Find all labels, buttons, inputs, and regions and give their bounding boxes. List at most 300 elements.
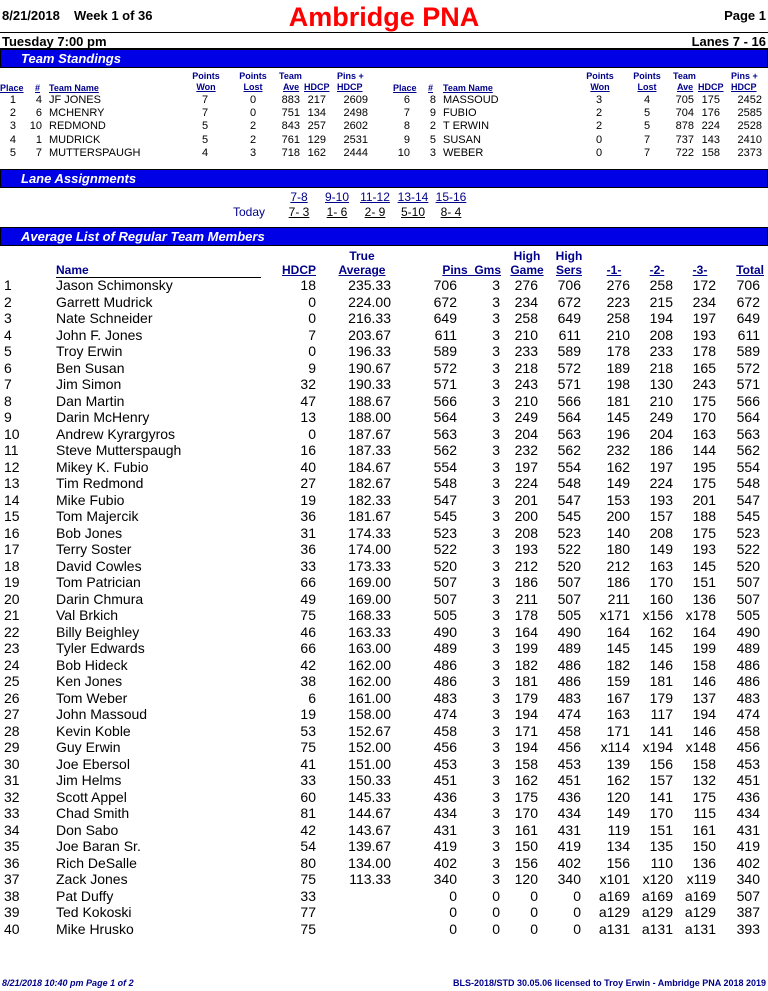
bowler-tot: 564 [736, 409, 760, 425]
col-place-right: Place [393, 83, 417, 93]
standings-won: 7 [201, 94, 209, 106]
bowler-gms: 3 [492, 805, 500, 821]
bowler-hs: 456 [557, 739, 581, 755]
bowler-hs: 522 [557, 541, 581, 557]
bowler-avg: 151.00 [348, 755, 391, 772]
bowler-name: Mike Hrusko [56, 920, 134, 937]
bowler-tot: 486 [736, 673, 760, 689]
standings-won: 3 [595, 94, 603, 106]
bowler-g3: 199 [692, 640, 716, 656]
bowler-name: Tom Patrician [56, 574, 141, 590]
bowler-avg: 203.67 [348, 326, 391, 343]
bowler-row [0, 508, 768, 525]
bowler-g1: 153 [606, 491, 630, 508]
league-title: Ambridge PNA [288, 2, 480, 32]
bowler-avg: 168.33 [348, 607, 391, 623]
bowler-hs: 505 [557, 607, 581, 623]
bowler-hs: 0 [573, 887, 581, 904]
bowler-tot: 458 [736, 722, 760, 739]
bowler-tot: 436 [736, 788, 760, 805]
team-standings-bar [0, 49, 768, 68]
bowler-hdcp: 36 [300, 541, 316, 557]
bowler-n: 12 [4, 458, 20, 475]
bowler-n: 16 [4, 524, 20, 541]
bowler-pins: 507 [433, 590, 457, 607]
col-ave-right-2: Ave [677, 82, 694, 92]
bowler-name: Jason Schimonsky [56, 277, 173, 293]
bowler-avg: 182.33 [348, 491, 391, 508]
bowler-hs: 507 [557, 590, 581, 607]
bowler-pins: 564 [433, 409, 457, 425]
bowler-g2: 170 [649, 574, 673, 590]
standings-row [0, 94, 374, 107]
bowler-hg: 161 [514, 821, 538, 838]
bowler-tot: 340 [736, 871, 760, 887]
bowler-g3: 150 [692, 838, 716, 854]
bowler-tot: 489 [736, 640, 760, 656]
bowler-n: 38 [4, 887, 20, 904]
bowler-row [0, 525, 768, 542]
standings-pins: 2498 [343, 107, 368, 120]
bowler-hdcp: 66 [300, 640, 316, 656]
bowler-g1: 189 [606, 359, 630, 376]
bowler-name: Darin McHenry [56, 409, 150, 425]
standings-hdcp: 134 [307, 107, 326, 120]
bowler-tot: 434 [736, 805, 760, 821]
bowler-g2: 141 [649, 788, 673, 805]
bowler-pins: 0 [449, 904, 457, 920]
bowler-hs: 434 [557, 805, 581, 821]
bowler-n: 23 [4, 640, 20, 656]
bowler-row [0, 393, 768, 410]
bowler-g2: 110 [650, 854, 673, 871]
bowler-pins: 483 [433, 689, 457, 706]
bowler-g3: 146 [692, 673, 716, 689]
bowler-hg: 171 [514, 722, 538, 739]
standings-lost: 7 [643, 133, 651, 146]
bowler-g1: x114 [600, 739, 630, 755]
bowler-g2: 258 [649, 277, 673, 293]
bowler-g2: a169 [641, 887, 673, 904]
bowler-row [0, 294, 768, 311]
col-num: # [35, 83, 41, 93]
bowler-name: Ken Jones [56, 673, 123, 689]
bowler-tot: 562 [736, 442, 760, 458]
bowler-avg: 190.33 [348, 376, 391, 392]
standings-num: 3 [429, 146, 436, 159]
bowler-hdcp: 18 [300, 277, 316, 293]
bowler-pins: 451 [433, 772, 457, 788]
standings-row [394, 134, 768, 147]
bowler-gms: 3 [492, 442, 500, 458]
bowler-g3: a129 [684, 904, 716, 920]
bowler-hdcp: 75 [300, 739, 316, 755]
bowler-name: Ted Kokoski [56, 904, 132, 920]
bowler-tot: 431 [736, 821, 760, 838]
bowler-hdcp: 53 [300, 722, 316, 739]
standings-row [0, 134, 374, 147]
day-time: Tuesday 7:00 pm [2, 34, 107, 49]
bowler-gms: 3 [492, 706, 500, 722]
bowler-g1: x101 [599, 871, 630, 887]
bowler-hs: 706 [557, 277, 581, 293]
col-lost-right-2: Lost [637, 82, 657, 92]
bowler-pins: 672 [433, 293, 457, 310]
bowler-hs: 589 [557, 343, 581, 359]
standings-place: 10 [397, 146, 410, 159]
bowler-tot: 507 [736, 887, 760, 904]
bowler-hdcp: 6 [308, 689, 316, 706]
bowler-avg: 134.00 [348, 854, 391, 871]
bowler-hg: 258 [514, 310, 538, 326]
bowler-g1: 163 [606, 706, 630, 722]
bowler-hs: 548 [557, 475, 581, 491]
bowler-g3: 195 [692, 458, 716, 475]
bowler-tot: 507 [736, 590, 760, 607]
bowler-name: Val Brkich [56, 607, 118, 623]
bowler-g3: 234 [692, 293, 716, 310]
bowler-hg: 201 [514, 491, 538, 508]
bowler-g1: 276 [606, 277, 630, 293]
standings-ave: 718 [281, 146, 300, 159]
bowler-tot: 393 [736, 920, 760, 937]
bowler-n: 32 [4, 788, 20, 805]
bowler-g2: 157 [649, 508, 673, 524]
standings-table [0, 68, 768, 162]
bowler-name: Ben Susan [56, 359, 125, 376]
bowler-g1: 223 [606, 293, 630, 310]
bowler-hs: 436 [557, 788, 581, 805]
bowler-avg: 184.67 [348, 458, 391, 475]
bowler-gms: 3 [492, 392, 500, 409]
bowler-hs: 474 [557, 706, 581, 722]
bowler-hs: 520 [557, 557, 581, 574]
bowler-g2: 233 [649, 343, 673, 359]
standings-lost: 5 [643, 120, 651, 133]
bowler-g2: 130 [649, 376, 673, 392]
bowler-g2: x194 [642, 739, 673, 755]
bowler-g3: 144 [692, 442, 716, 458]
bowler-hg: 204 [514, 425, 538, 442]
bowler-hg: 208 [514, 524, 538, 541]
bowler-n: 4 [4, 326, 12, 343]
bowler-name: Rich DeSalle [56, 854, 137, 871]
standings-ave: 737 [675, 133, 694, 146]
bowler-gms: 3 [492, 409, 500, 425]
bowler-g2: 141 [649, 722, 673, 739]
bowler-row [0, 805, 768, 822]
bowler-g2: 224 [649, 475, 673, 491]
lanes-range: Lanes 7 - 16 [691, 34, 766, 49]
bowler-tot: 589 [736, 343, 760, 359]
bowler-pins: 523 [433, 524, 457, 541]
bowler-n: 27 [4, 706, 20, 722]
col-lost-1: Points [239, 71, 267, 81]
bowler-avg: 163.00 [348, 640, 391, 656]
bowler-n: 37 [4, 871, 20, 887]
bowler-name: Tom Majercik [56, 508, 139, 524]
report-date: 8/21/2018 [2, 8, 60, 23]
standings-hdcp: 217 [307, 94, 326, 106]
bowler-name: Steve Mutterspaugh [56, 442, 182, 458]
bowler-n: 36 [4, 854, 20, 871]
bowler-g3: 201 [692, 491, 716, 508]
bowler-gms: 3 [492, 508, 500, 524]
bowler-g3: 163 [692, 425, 716, 442]
bowler-hs: 0 [573, 920, 581, 937]
bowler-g1: 232 [606, 442, 630, 458]
bowler-hdcp: 0 [308, 343, 316, 359]
bowler-name: Andrew Kyrargyros [56, 425, 176, 442]
bowler-g1: 167 [606, 689, 630, 706]
standings-pins: 2528 [737, 120, 762, 133]
bowler-g3: 115 [693, 805, 716, 821]
bowler-g1: 145 [606, 640, 630, 656]
bowler-g2: a129 [641, 904, 673, 920]
bowler-name: Troy Erwin [56, 343, 123, 359]
bowler-row [0, 739, 768, 756]
bowler-hg: 218 [514, 359, 538, 376]
standings-num: 8 [429, 94, 436, 106]
bowler-hg: 181 [514, 673, 538, 689]
bowler-row [0, 327, 768, 344]
bowler-hs: 490 [557, 623, 581, 640]
standings-num: 9 [429, 107, 436, 120]
bowler-tot: 453 [736, 755, 760, 772]
bowler-name: Kevin Koble [56, 722, 131, 739]
bowler-pins: 489 [433, 640, 457, 656]
bowler-avg: 113.33 [349, 871, 391, 887]
bowler-pins: 0 [449, 920, 457, 937]
bowler-hg: 0 [530, 887, 538, 904]
bowler-avg: 143.67 [348, 821, 391, 838]
bowler-g3: 188 [692, 508, 716, 524]
bowler-gms: 3 [492, 491, 500, 508]
bowler-pins: 436 [433, 788, 457, 805]
bowler-avg: 188.67 [348, 392, 391, 409]
avg-col-g2: -2- [649, 263, 665, 277]
standings-hdcp: 176 [701, 107, 720, 120]
bowler-hg: 0 [530, 920, 538, 937]
lane-pair-today: 1- 6 [326, 205, 348, 219]
standings-place: 6 [403, 94, 410, 106]
col-team-right: Team Name [443, 83, 493, 93]
bowler-pins: 431 [433, 821, 457, 838]
bowler-tot: 402 [736, 854, 760, 871]
bowler-n: 29 [4, 739, 20, 755]
bowler-g1: 156 [606, 854, 630, 871]
bowler-hdcp: 77 [300, 904, 316, 920]
bowler-avg: 174.33 [348, 524, 391, 541]
bowler-gms: 3 [492, 739, 500, 755]
bowler-hdcp: 54 [300, 838, 316, 854]
bowler-g1: 149 [606, 805, 630, 821]
bowler-g3: 175 [692, 475, 716, 491]
bowler-n: 34 [4, 821, 20, 838]
bowler-tot: 507 [736, 574, 760, 590]
avg-col-hdcp: HDCP [282, 263, 317, 277]
bowler-gms: 0 [492, 920, 500, 937]
bowler-name: Garrett Mudrick [56, 293, 153, 310]
lane-assignments-title: Lane Assignments [21, 171, 137, 186]
bowler-n: 5 [4, 343, 12, 359]
standings-pins: 2531 [343, 133, 368, 146]
standings-lost: 0 [249, 107, 257, 120]
bowler-avg: 182.67 [348, 475, 391, 491]
standings-ave: 843 [281, 120, 300, 133]
bowler-name: Tom Weber [56, 689, 128, 706]
bowler-name: Bob Hideck [56, 656, 128, 673]
bowler-pins: 520 [433, 557, 457, 574]
avg-col-hg-2: Game [510, 263, 544, 277]
bowler-avg: 162.00 [348, 656, 391, 673]
bowler-row [0, 574, 768, 591]
bowler-g2: 160 [649, 590, 673, 607]
bowler-g3: 175 [692, 524, 716, 541]
bowler-pins: 490 [433, 623, 457, 640]
bowler-hs: 562 [557, 442, 581, 458]
standings-ave: 883 [281, 94, 300, 106]
lane-pair-today: 5-10 [400, 205, 426, 219]
bowler-g3: 164 [692, 623, 716, 640]
bowler-hg: 199 [514, 640, 538, 656]
bowler-pins: 340 [433, 871, 457, 887]
bowler-g1: 139 [606, 755, 630, 772]
bowler-avg: 224.00 [348, 293, 391, 310]
bowler-hdcp: 46 [300, 623, 316, 640]
bowler-pins: 545 [433, 508, 457, 524]
bowler-row [0, 772, 768, 789]
bowler-hs: 563 [557, 425, 581, 442]
bowler-gms: 3 [492, 673, 500, 689]
bowler-hs: 566 [557, 392, 581, 409]
bowler-hg: 158 [514, 755, 538, 772]
bowler-g3: 193 [692, 541, 716, 557]
bowler-gms: 3 [492, 623, 500, 640]
bowler-hs: 419 [557, 838, 581, 854]
bowler-g1: 162 [606, 458, 630, 475]
bowler-tot: 486 [736, 656, 760, 673]
bowler-tot: 545 [736, 508, 760, 524]
bowler-pins: 547 [433, 491, 457, 508]
bowler-g3: x178 [685, 607, 716, 623]
standings-won: 5 [201, 120, 209, 133]
avg-col-hs-1: High [555, 249, 583, 263]
bowler-name: Zack Jones [56, 871, 128, 887]
bowler-g2: 135 [649, 838, 673, 854]
standings-row [394, 120, 768, 133]
col-hdcp: HDCP [304, 82, 330, 92]
col-won-right-1: Points [586, 71, 614, 81]
bowler-pins: 522 [433, 541, 457, 557]
standings-team: MUDRICK [49, 133, 101, 146]
bowler-g2: 208 [649, 326, 673, 343]
bowler-tot: 649 [736, 310, 760, 326]
bowler-g1: a169 [598, 887, 630, 904]
footer-license: BLS-2018/STD 30.05.06 licensed to Troy Erwin - Ambridge PNA 2018 2019 [453, 978, 766, 988]
bowler-row [0, 442, 768, 459]
bowler-g2: 208 [649, 524, 673, 541]
bowler-pins: 554 [433, 458, 457, 475]
bowler-pins: 563 [433, 425, 457, 442]
bowler-row [0, 855, 768, 872]
bowler-hs: 486 [557, 673, 581, 689]
bowler-name: Nate Schneider [56, 310, 153, 326]
bowler-g1: 120 [606, 788, 630, 805]
bowler-pins: 566 [433, 392, 457, 409]
bowler-g1: 159 [606, 673, 630, 689]
bowler-tot: 490 [736, 623, 760, 640]
standings-team: MASSOUD [443, 94, 499, 106]
bowler-hdcp: 0 [308, 425, 316, 442]
bowler-avg: 145.33 [348, 788, 391, 805]
standings-team: FUBIO [443, 107, 477, 120]
bowler-avg: 190.67 [348, 359, 391, 376]
bowler-hdcp: 42 [300, 656, 316, 673]
bowler-avg: 181.67 [348, 508, 391, 524]
bowler-name: Chad Smith [56, 805, 130, 821]
bowler-row [0, 904, 768, 921]
bowler-g3: a131 [684, 920, 716, 937]
bowler-hdcp: 66 [300, 574, 316, 590]
bowler-gms: 3 [492, 376, 500, 392]
bowler-g1: 212 [606, 557, 630, 574]
bowler-hdcp: 13 [300, 409, 316, 425]
col-won-1: Points [192, 71, 220, 81]
bowler-hg: 0 [530, 904, 538, 920]
bowler-g2: 204 [649, 425, 673, 442]
bowler-g2: x156 [642, 607, 673, 623]
standings-ave: 761 [281, 133, 300, 146]
bowler-hg: 243 [514, 376, 538, 392]
bowler-n: 17 [4, 541, 20, 557]
bowler-name: Tim Redmond [56, 475, 144, 491]
bowler-gms: 3 [492, 689, 500, 706]
col-lost-right-1: Points [633, 71, 661, 81]
standings-pins: 2602 [343, 120, 368, 133]
bowler-pins: 649 [433, 310, 457, 326]
standings-hdcp: 224 [701, 120, 720, 133]
bowler-n: 39 [4, 904, 20, 920]
lane-pair-header: 11-12 [360, 190, 390, 204]
bowler-pins: 434 [433, 805, 457, 821]
standings-hdcp: 158 [701, 146, 720, 159]
bowler-n: 19 [4, 574, 20, 590]
col-pins-2: HDCP [337, 82, 363, 92]
bowler-row [0, 558, 768, 575]
avg-col-true-1: True [349, 249, 375, 263]
avg-col-g3: -3- [692, 263, 708, 277]
bowler-g3: x119 [686, 871, 716, 887]
col-team: Team Name [49, 83, 99, 93]
bowler-g1: 210 [606, 326, 630, 343]
bowler-n: 30 [4, 755, 20, 772]
standings-place: 9 [403, 133, 410, 146]
bowler-g1: 182 [606, 656, 630, 673]
average-list-header [0, 248, 768, 278]
bowler-hs: 571 [557, 376, 581, 392]
avg-col-name: Name [56, 263, 261, 278]
bowler-name: John F. Jones [56, 326, 143, 343]
bowler-n: 10 [4, 425, 20, 442]
bowler-avg: 235.33 [348, 277, 391, 293]
team-standings-title: Team Standings [21, 51, 121, 66]
standings-won: 0 [595, 146, 603, 159]
bowler-pins: 486 [433, 673, 457, 689]
bowler-hs: 545 [557, 508, 581, 524]
bowler-gms: 3 [492, 656, 500, 673]
bowler-name: Darin Chmura [56, 590, 144, 607]
